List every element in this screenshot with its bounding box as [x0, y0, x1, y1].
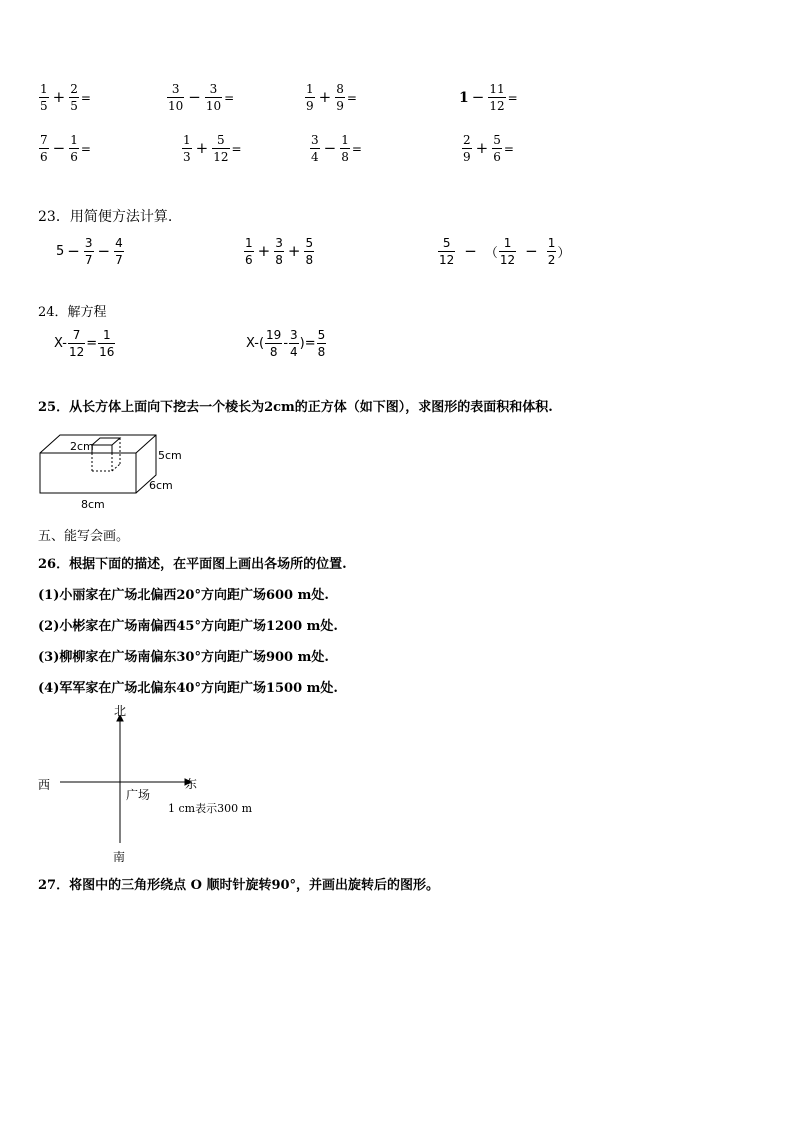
fraction [39, 82, 49, 113]
fraction [205, 82, 222, 113]
fraction [114, 236, 124, 267]
fraction [310, 133, 320, 164]
cuboid-front-face [40, 453, 136, 493]
cuboid-top-right-edge [136, 435, 156, 453]
cutout-top-square [92, 438, 120, 445]
numerator: 1 [245, 236, 253, 250]
q23-expr-3 [437, 236, 570, 267]
close-paren-equals: )= [299, 336, 316, 351]
calc-expr-1-3 [304, 82, 357, 113]
denominator: 2 [547, 253, 556, 267]
numerator: 5 [442, 236, 451, 250]
q27-title: 27．将图中的三角形绕点 O 顺时针旋转90°，并画出旋转后的图形。 [38, 878, 440, 893]
numerator: 1 [341, 133, 349, 147]
plaza-label: 广场 [126, 788, 151, 802]
operator: − [471, 88, 485, 106]
whole-number: 1 [459, 89, 469, 106]
denominator: 12 [499, 253, 516, 267]
numerator: 5 [305, 236, 314, 250]
operator: + [257, 242, 271, 260]
right-paren: ） [557, 246, 571, 261]
operator: + [195, 139, 209, 157]
cuboid-diagram [30, 425, 200, 515]
denominator: 8 [275, 253, 283, 267]
q26-item-2: (2)小彬家在广场南偏西45°方向距广场1200 m处. [38, 619, 338, 634]
section-5-heading: 五、能写会画。 [38, 529, 130, 544]
numerator: 3 [290, 328, 298, 342]
numerator: 1 [306, 82, 314, 96]
calc-expr-1-2 [166, 82, 234, 113]
calc-expr-2-4 [461, 133, 514, 164]
fraction [212, 133, 229, 164]
equals-sign: = [351, 141, 362, 156]
equals-sign: = [86, 336, 98, 351]
denominator: 10 [205, 99, 222, 113]
equals-sign: = [224, 90, 235, 105]
operator: − [52, 139, 66, 157]
q23-expr-2 [243, 236, 315, 267]
q26-item-3: (3)柳柳家在广场南偏东30°方向距广场900 m处. [38, 650, 329, 665]
q26-item-4: (4)军军家在广场北偏东40°方向距广场1500 m处. [38, 681, 338, 696]
operator: − [188, 88, 201, 106]
equals-sign: = [80, 90, 91, 105]
numerator: 3 [171, 82, 180, 96]
fraction [317, 328, 327, 359]
q24-equation-1 [54, 328, 116, 359]
calc-expr-2-2 [181, 133, 242, 164]
numerator: 5 [217, 133, 225, 147]
operator: − [464, 242, 477, 260]
operator: + [52, 88, 66, 106]
numerator: 7 [40, 133, 48, 147]
denominator: 12 [68, 345, 85, 359]
denominator: 6 [493, 150, 501, 164]
fraction [274, 236, 284, 267]
whole-number: 5 [56, 244, 65, 259]
equals-sign: = [80, 141, 91, 156]
operator: + [287, 242, 301, 260]
fraction [499, 236, 516, 267]
fraction [265, 328, 282, 359]
fraction [305, 82, 315, 113]
q26-title: 26．根据下面的描述，在平面图上画出各场所的位置. [38, 557, 347, 572]
numerator: 5 [493, 133, 501, 147]
compass-axes [60, 715, 200, 845]
fraction [244, 236, 254, 267]
q24-title: 24．解方程 [38, 305, 107, 320]
numerator: 3 [275, 236, 283, 250]
q23-title: 23．用简便方法计算. [38, 209, 173, 225]
cuboid-back-edges [40, 435, 156, 493]
q26-item-1: (1)小丽家在广场北偏西20°方向距广场600 m处. [38, 588, 329, 603]
fraction [462, 133, 472, 164]
numerator: 8 [336, 82, 344, 96]
denominator: 4 [311, 150, 319, 164]
fraction [492, 133, 502, 164]
denominator: 5 [70, 99, 78, 113]
numerator: 2 [463, 133, 471, 147]
fraction [167, 82, 184, 113]
calc-expr-2-1 [38, 133, 91, 164]
cube-edge-label: 2cm [70, 440, 94, 453]
numerator: 1 [547, 236, 556, 250]
denominator: 4 [290, 345, 298, 359]
fraction [488, 82, 505, 113]
denominator: 9 [463, 150, 471, 164]
denominator: 6 [70, 150, 78, 164]
numerator: 1 [70, 133, 78, 147]
fraction [68, 328, 85, 359]
numerator: 3 [84, 236, 93, 250]
q24-equation-2 [246, 328, 327, 359]
operator: − [67, 242, 80, 260]
cutout-hidden-edge [112, 464, 120, 471]
height-label: 5cm [158, 449, 182, 462]
numerator: 1 [102, 328, 111, 342]
equals-sign: = [231, 141, 242, 156]
calc-expr-1-4 [459, 82, 518, 113]
denominator: 7 [115, 253, 123, 267]
numerator: 11 [489, 82, 505, 96]
fraction [340, 133, 350, 164]
operator: − [323, 139, 337, 157]
operator: − [97, 242, 111, 260]
fraction [438, 236, 455, 267]
south-label: 南 [113, 850, 126, 864]
denominator: 7 [84, 253, 93, 267]
variable: X-( [246, 336, 265, 351]
depth-label: 6cm [149, 479, 173, 492]
fraction [98, 328, 115, 359]
denominator: 5 [40, 99, 48, 113]
denominator: 12 [439, 253, 455, 267]
denominator: 8 [269, 345, 278, 359]
operator: - [283, 336, 289, 351]
operator: + [318, 88, 332, 106]
fraction [335, 82, 345, 113]
numerator: 3 [209, 82, 218, 96]
denominator: 12 [489, 99, 505, 113]
q25-title: 25．从长方体上面向下挖去一个棱长为2cm的正方体（如下图），求图形的表面积和体积. [38, 400, 553, 415]
numerator: 2 [70, 82, 78, 96]
fraction [69, 82, 79, 113]
numerator: 3 [311, 133, 319, 147]
numerator: 7 [72, 328, 81, 342]
numerator: 1 [183, 133, 191, 147]
operator: − [525, 242, 538, 260]
fraction [289, 328, 299, 359]
fraction [547, 236, 557, 267]
denominator: 6 [40, 150, 48, 164]
equals-sign: = [346, 90, 357, 105]
denominator: 10 [168, 99, 184, 113]
fraction [304, 236, 314, 267]
left-paren: （ [484, 246, 498, 261]
numerator: 5 [317, 328, 326, 342]
length-label: 8cm [81, 498, 105, 511]
denominator: 9 [306, 99, 314, 113]
denominator: 8 [317, 345, 326, 359]
numerator: 1 [503, 236, 512, 250]
denominator: 16 [99, 345, 115, 359]
operator: + [475, 139, 489, 157]
denominator: 3 [183, 150, 191, 164]
east-label: 东 [185, 777, 198, 791]
variable: X- [54, 336, 67, 351]
north-label: 北 [114, 704, 127, 718]
fraction [84, 236, 94, 267]
denominator: 8 [305, 253, 314, 267]
q23-expr-1 [56, 236, 125, 267]
denominator: 8 [341, 150, 349, 164]
numerator: 4 [115, 236, 123, 250]
calc-expr-1-1 [38, 82, 91, 113]
denominator: 12 [213, 150, 229, 164]
denominator: 9 [336, 99, 344, 113]
equals-sign: = [503, 141, 514, 156]
denominator: 6 [245, 253, 253, 267]
fraction [39, 133, 49, 164]
numerator: 19 [266, 328, 282, 342]
calc-expr-2-3 [309, 133, 362, 164]
scale-label: 1 cm表示300 m [168, 802, 253, 815]
fraction [182, 133, 192, 164]
numerator: 1 [40, 82, 48, 96]
fraction [69, 133, 79, 164]
west-label: 西 [38, 778, 51, 792]
equals-sign: = [507, 90, 518, 105]
